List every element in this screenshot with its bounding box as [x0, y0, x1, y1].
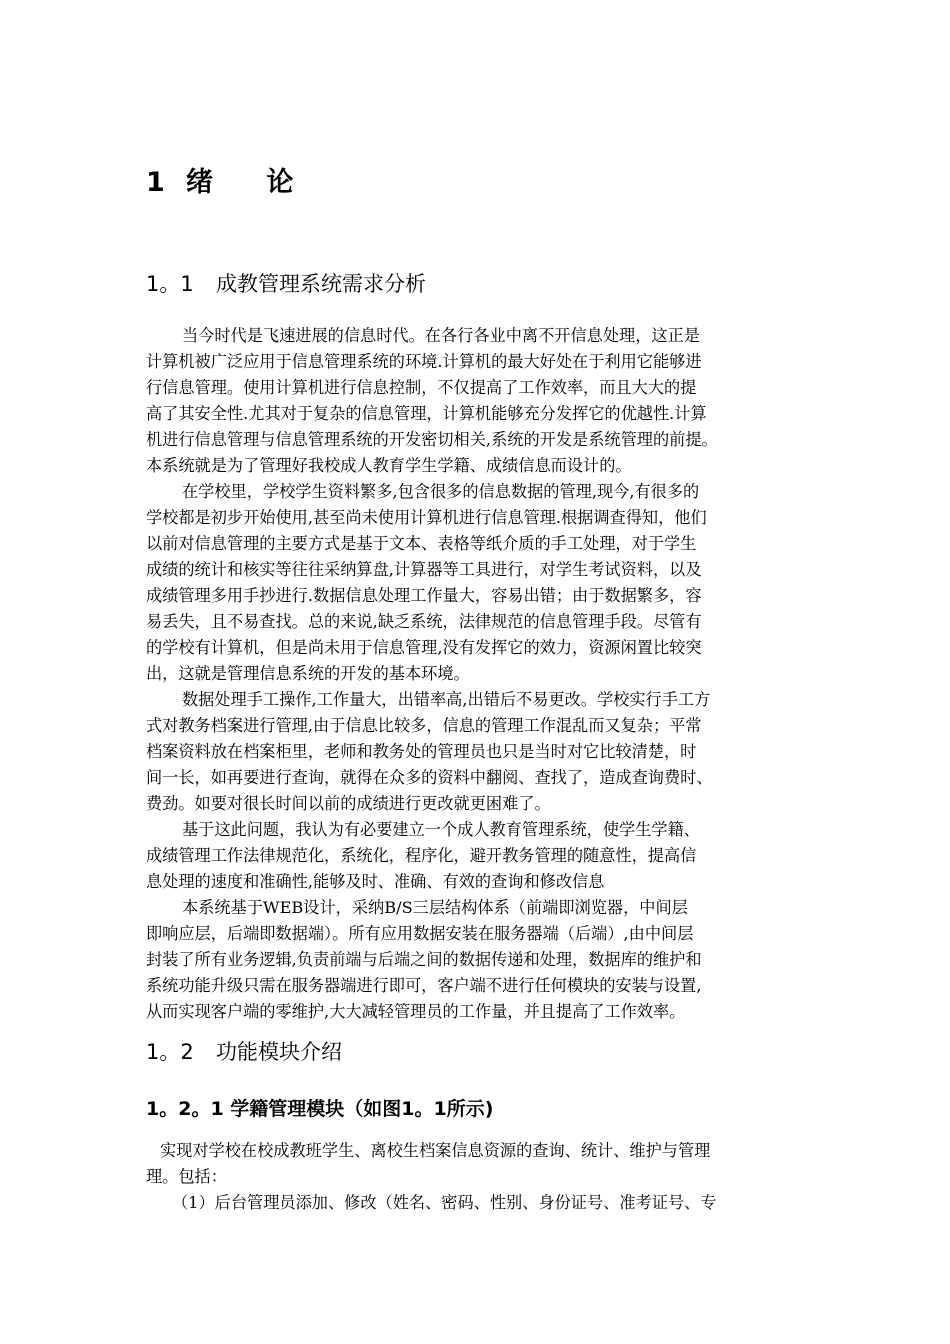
- paragraph: [146, 479, 814, 687]
- text-line: 式对教务档案进行管理,由于信息比较多，信息的管理工作混乱而又复杂；平常: [146, 716, 702, 735]
- text-line: 成绩管理工作法律规范化，系统化，程序化，避开教务管理的随意性，提高信: [146, 846, 697, 865]
- text-line: 本系统基于WEB设计，采纳B/S三层结构体系（前端即浏览器，中间层: [182, 898, 688, 917]
- text-line: 费劲。如要对很长时间以前的成绩进行更改就更困难了。: [146, 794, 551, 813]
- chapter-title: 绪 论: [186, 167, 316, 198]
- paragraph: [146, 1138, 814, 1190]
- paragraph: [146, 687, 814, 817]
- section-title: 成教管理系统需求分析: [216, 272, 426, 296]
- text-line: 档案资料放在档案柜里，老师和教务处的管理员也只是当时对它比较清楚，时: [146, 742, 697, 761]
- text-line: 机进行信息管理与信息管理系统的开发密切相关,系统的开发是系统管理的前提。: [146, 430, 718, 449]
- subsection-heading-1-2-1: 1。2。1 学籍管理模块（如图1。1所示): [146, 1098, 494, 1120]
- text-line: 成绩管理多用手抄进行.数据信息处理工作量大，容易出错；由于数据繁多，容: [146, 586, 702, 605]
- paragraph: [146, 895, 814, 1025]
- text-line: 的学校有计算机，但是尚未用于信息管理,没有发挥它的效力，资源闲置比较突: [146, 638, 702, 657]
- text-line: 数据处理手工操作,工作量大，出错率高,出错后不易更改。学校实行手工方: [182, 690, 711, 709]
- chapter-heading: [146, 160, 315, 199]
- text-line: 实现对学校在校成教班学生、离校生档案信息资源的查询、统计、维护与管理: [160, 1141, 711, 1160]
- text-line: 息处理的速度和准确性,能够及时、准确、有效的查询和修改信息: [146, 872, 605, 891]
- list-item: [146, 1190, 814, 1216]
- section-number: 1。2: [146, 1040, 194, 1064]
- text-line: 学校都是初步开始使用,甚至尚未使用计算机进行信息管理.根据调查得知，他们: [146, 508, 707, 527]
- text-line: 从而实现客户端的零维护,大大减轻管理员的工作量，并且提高了工作效率。: [146, 1002, 686, 1021]
- text-line: 出，这就是管理信息系统的开发的基本环境。: [146, 664, 470, 683]
- text-line: 在学校里，学校学生资料繁多,包含很多的信息数据的管理,现今,有很多的: [182, 482, 700, 501]
- text-line: 本系统就是为了管理好我校成人教育学生学籍、成绩信息而设计的。: [146, 456, 632, 475]
- text-line: 成绩的统计和核实等往往采纳算盘,计算器等工具进行，对学生考试资料，以及: [146, 560, 702, 579]
- paragraph: [146, 323, 814, 479]
- text-line: 计算机被广泛应用于信息管理系统的环境.计算机的最大好处在于利用它能够进: [146, 352, 702, 371]
- text-line: （1）后台管理员添加、修改（姓名、密码、性别、身份证号、准考证号、专: [172, 1193, 717, 1212]
- text-line: 易丢失，且不易查找。总的来说,缺乏系统，法律规范的信息管理手段。尽管有: [146, 612, 702, 631]
- section-1-2-1-body: [146, 1138, 814, 1216]
- text-line: 间一长，如再要进行查询，就得在众多的资料中翻阅、查找了，造成查询费时、: [146, 768, 713, 787]
- text-line: 系统功能升级只需在服务器端进行即可，客户端不进行任何模块的安装与设置,: [146, 976, 702, 995]
- text-line: 封装了所有业务逻辑,负责前端与后端之间的数据传递和处理，数据库的维护和: [146, 950, 702, 969]
- text-line: 基于这此问题，我认为有必要建立一个成人教育管理系统，使学生学籍、: [182, 820, 700, 839]
- text-line: 理。包括：: [146, 1167, 227, 1186]
- section-title: 功能模块介绍: [216, 1040, 342, 1064]
- text-line: 当今时代是飞速进展的信息时代。在各行各业中离不开信息处理，这正是: [182, 326, 700, 345]
- section-1-1-body: [146, 323, 814, 1025]
- text-line: 高了其安全性.尤其对于复杂的信息管理，计算机能够充分发挥它的优越性.计算: [146, 404, 707, 423]
- text-line: 以前对信息管理的主要方式是基于文本、表格等纸介质的手工处理，对于学生: [146, 534, 697, 553]
- section-number: 1。1: [146, 272, 194, 296]
- text-line: 行信息管理。使用计算机进行信息控制，不仅提高了工作效率，而且大大的提: [146, 378, 697, 397]
- paragraph: [146, 817, 814, 895]
- section-heading-1-2: [146, 1036, 342, 1066]
- chapter-number: 1: [146, 167, 167, 198]
- text-line: 即响应层，后端即数据端）。所有应用数据安装在服务器端（后端）,由中间层: [146, 924, 694, 943]
- section-heading-1-1: [146, 268, 426, 298]
